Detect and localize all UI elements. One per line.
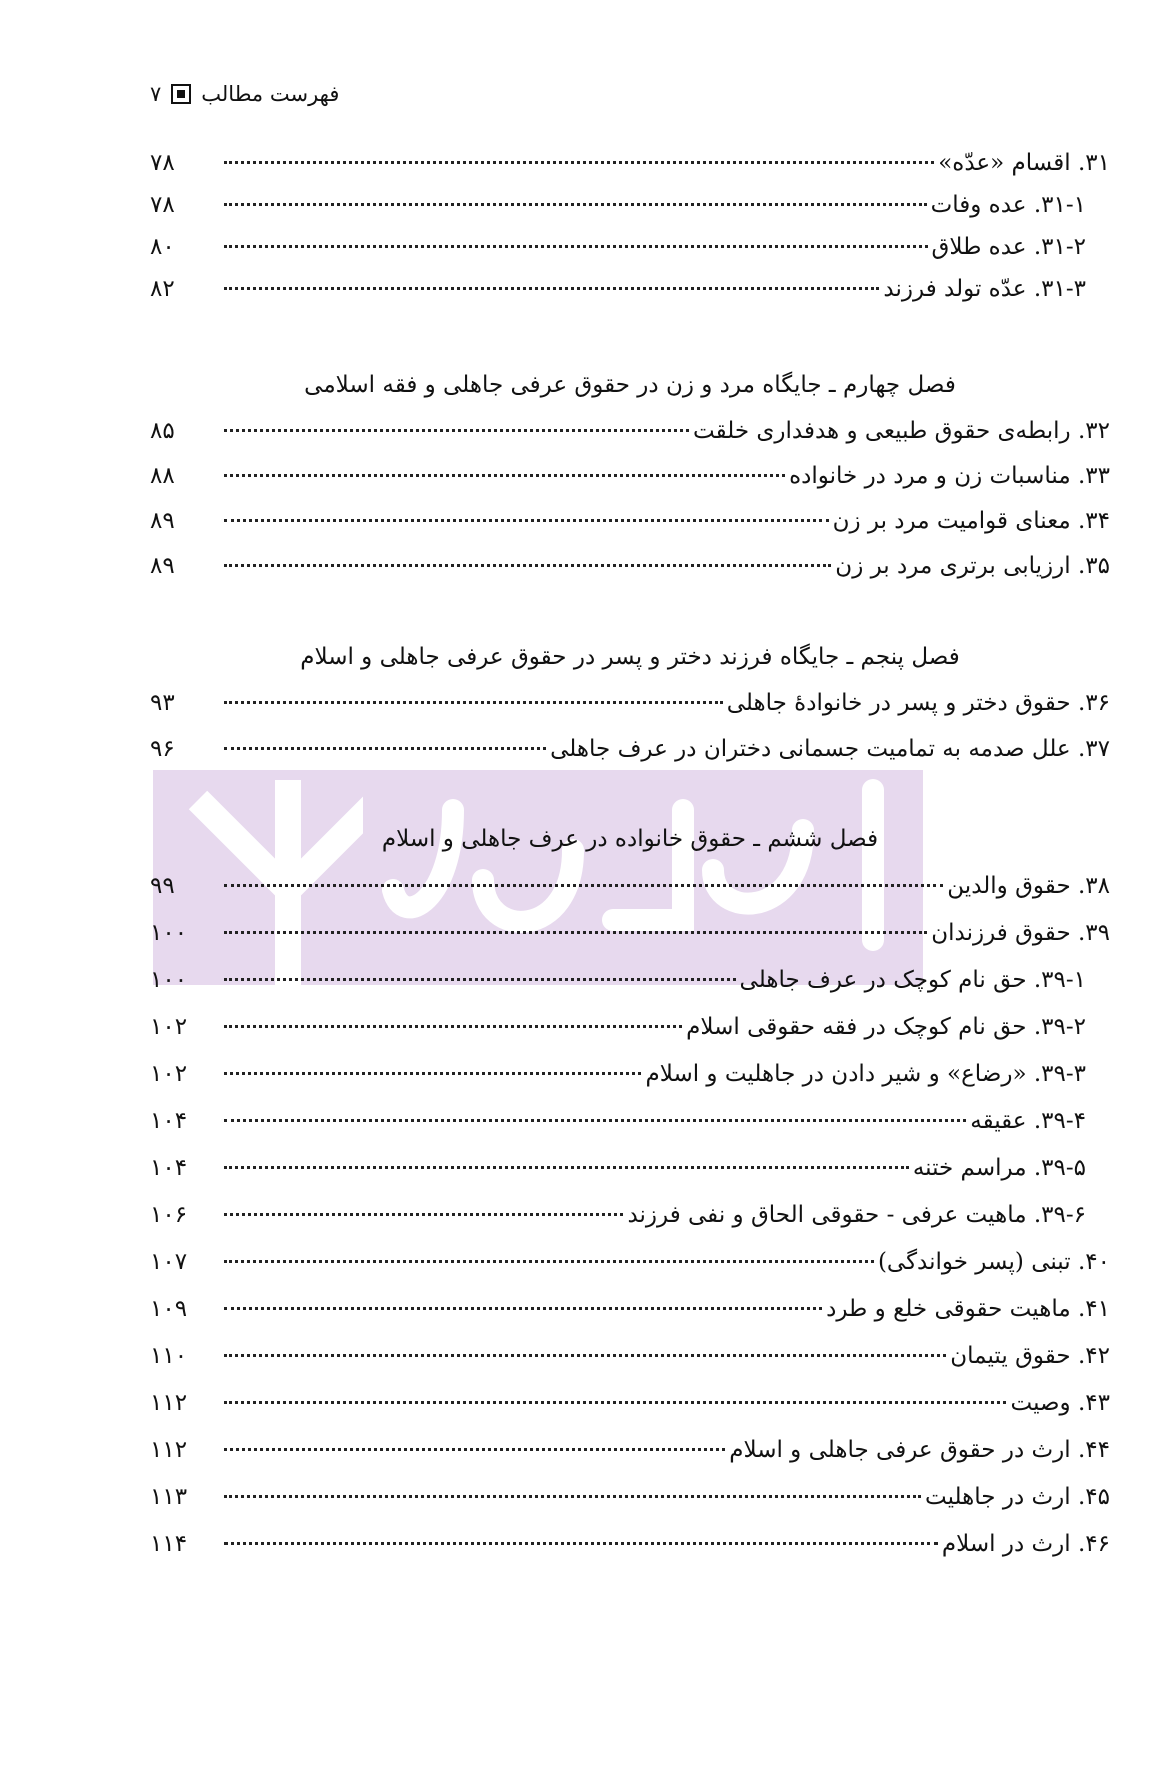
toc-page: ۸۹ — [150, 508, 175, 534]
dot-leader — [224, 287, 879, 290]
toc-title: ۴۴. ارث در حقوق عرفی جاهلی و اسلام — [729, 1437, 1110, 1463]
toc-entry[interactable] — [150, 463, 1110, 503]
toc-title: ۳۸. حقوق والدین — [947, 873, 1110, 899]
toc-title: ۳۲. رابطه‌ی حقوق طبیعی و هدفداری خلقت — [693, 418, 1110, 444]
dot-leader — [224, 884, 943, 887]
toc-title: ۳۴. معنای قوامیت مرد بر زن — [832, 508, 1110, 534]
toc-page: ۱۰۲ — [150, 1014, 188, 1040]
toc-page: ۹۹ — [150, 873, 175, 899]
toc-page: ۱۰۴ — [150, 1155, 188, 1181]
toc-title: ۴۱. ماهیت حقوقی خلع و طرد — [826, 1296, 1110, 1322]
toc-entry[interactable] — [150, 1061, 1110, 1101]
toc-title: ۳۶. حقوق دختر و پسر در خانوادهٔ جاهلی — [726, 690, 1110, 716]
toc-entry[interactable] — [150, 150, 1110, 190]
dot-leader — [224, 978, 736, 981]
toc-page: ۸۹ — [150, 553, 175, 579]
toc-entry[interactable] — [150, 508, 1110, 548]
dot-leader — [224, 245, 928, 248]
dot-leader — [224, 1307, 822, 1310]
toc-entry[interactable] — [150, 1202, 1110, 1242]
dot-leader — [224, 1072, 641, 1075]
dot-leader — [224, 564, 831, 567]
toc-page: ۱۱۲ — [150, 1390, 188, 1416]
toc-title: ۳۱-۲. عده طلاق — [931, 234, 1086, 260]
dot-leader — [224, 1448, 725, 1451]
toc-page: ۱۰۷ — [150, 1249, 188, 1275]
toc-title: ۳۵. ارزیابی برتری مرد بر زن — [835, 553, 1110, 579]
toc-title: ۳۱-۱. عده وفات — [930, 192, 1086, 218]
toc-page: ۸۵ — [150, 418, 175, 444]
toc-page: ۱۱۴ — [150, 1531, 188, 1557]
dot-leader — [224, 519, 829, 522]
chapter-heading: فصل پنجم ـ جایگاه فرزند دختر و پسر در حقوق عرفی جاهلی و اسلام — [300, 644, 960, 670]
toc-title: ۳۹-۱. حق نام کوچک در عرف جاهلی — [739, 967, 1086, 993]
toc-entry[interactable] — [150, 234, 1110, 274]
toc-page: ۹۶ — [150, 736, 175, 762]
toc-page: ۱۱۲ — [150, 1437, 188, 1463]
toc-page: ۱۰۰ — [150, 967, 188, 993]
dot-leader — [224, 1495, 921, 1498]
toc-title: ۳۹-۶. ماهیت عرفی - حقوقی الحاق و نفی فرزند — [627, 1202, 1086, 1228]
page-header — [150, 82, 339, 106]
dot-leader — [224, 1401, 1006, 1404]
toc-page: ۷۸ — [150, 192, 175, 218]
dot-leader — [224, 1025, 682, 1028]
toc-title: ۳۹-۳. «رضاع» و شیر دادن در جاهلیت و اسلام — [645, 1061, 1086, 1087]
toc-entry[interactable] — [150, 920, 1110, 960]
toc-title: ۴۶. ارث در اسلام — [941, 1531, 1110, 1557]
dot-leader — [224, 931, 927, 934]
toc-entry[interactable] — [150, 192, 1110, 232]
toc-title: ۳۱-۳. عدّه تولد فرزند — [883, 276, 1086, 302]
toc-page: ۱۰۶ — [150, 1202, 188, 1228]
toc-entry[interactable] — [150, 1484, 1110, 1524]
toc-entry[interactable] — [150, 1296, 1110, 1336]
chapter-heading: فصل ششم ـ حقوق خانواده در عرف جاهلی و اسلام — [381, 826, 879, 852]
toc-page: ۱۱۳ — [150, 1484, 188, 1510]
dot-leader — [224, 1213, 623, 1216]
toc-entry[interactable] — [150, 1531, 1110, 1571]
toc-page: ۸۸ — [150, 463, 175, 489]
toc-page: ۱۱۰ — [150, 1343, 188, 1369]
dot-leader — [224, 1354, 946, 1357]
toc-title: ۴۵. ارث در جاهلیت — [925, 1484, 1110, 1510]
toc-page: ۱۰۲ — [150, 1061, 188, 1087]
toc-page: ۷۸ — [150, 150, 175, 176]
toc-title: ۴۲. حقوق یتیمان — [950, 1343, 1110, 1369]
dot-leader — [224, 1166, 909, 1169]
toc-page: ۸۰ — [150, 234, 175, 260]
header-page-number: ۷ — [150, 82, 162, 106]
toc-page: ۱۰۴ — [150, 1108, 188, 1134]
toc-entry[interactable] — [150, 1108, 1110, 1148]
toc-entry[interactable] — [150, 1390, 1110, 1430]
dot-leader — [224, 1542, 938, 1545]
toc-title: ۳۹. حقوق فرزندان — [931, 920, 1110, 946]
dot-leader — [224, 429, 689, 432]
toc-entry[interactable] — [150, 1014, 1110, 1054]
toc-entry[interactable] — [150, 873, 1110, 913]
toc-entry[interactable] — [150, 553, 1110, 593]
toc-title: ۳۳. مناسبات زن و مرد در خانواده — [789, 463, 1110, 489]
toc-entry[interactable] — [150, 690, 1110, 730]
chapter-heading: فصل چهارم ـ جایگاه مرد و زن در حقوق عرفی جاهلی و فقه اسلامی — [304, 372, 956, 398]
toc-title: ۳۹-۲. حق نام کوچک در فقه حقوقی اسلام — [686, 1014, 1086, 1040]
dot-leader — [224, 1260, 874, 1263]
dot-leader — [224, 701, 723, 704]
toc-title: ۳۹-۵. مراسم ختنه — [912, 1155, 1086, 1181]
toc-entry[interactable] — [150, 276, 1110, 316]
toc-entry[interactable] — [150, 1343, 1110, 1383]
toc-page: ۱۰۰ — [150, 920, 188, 946]
toc-entry[interactable] — [150, 1437, 1110, 1477]
toc-entry[interactable] — [150, 418, 1110, 458]
toc-title: ۳۹-۴. عقیقه — [970, 1108, 1086, 1134]
dot-leader — [224, 1119, 966, 1122]
toc-entry[interactable] — [150, 1155, 1110, 1195]
toc-title: ۳۱. اقسام «عدّه» — [938, 150, 1110, 176]
toc-entry[interactable] — [150, 736, 1110, 776]
square-bullet-icon — [171, 84, 191, 104]
toc-page: ۹۳ — [150, 690, 175, 716]
dot-leader — [224, 161, 934, 164]
toc-page: ۸۲ — [150, 276, 175, 302]
dot-leader — [224, 474, 785, 477]
toc-title: ۴۳. وصیت — [1010, 1390, 1110, 1416]
toc-entry[interactable] — [150, 967, 1110, 1007]
toc-title: ۴۰. تبنی (پسر خواندگی) — [877, 1249, 1110, 1275]
dot-leader — [224, 203, 927, 206]
toc-title: ۳۷. علل صدمه به تمامیت جسمانی دختران در عرف جاهلی — [550, 736, 1110, 762]
dot-leader — [224, 747, 546, 750]
toc-entry[interactable] — [150, 1249, 1110, 1289]
toc-page: ۱۰۹ — [150, 1296, 188, 1322]
header-title: فهرست مطالب — [201, 82, 340, 106]
